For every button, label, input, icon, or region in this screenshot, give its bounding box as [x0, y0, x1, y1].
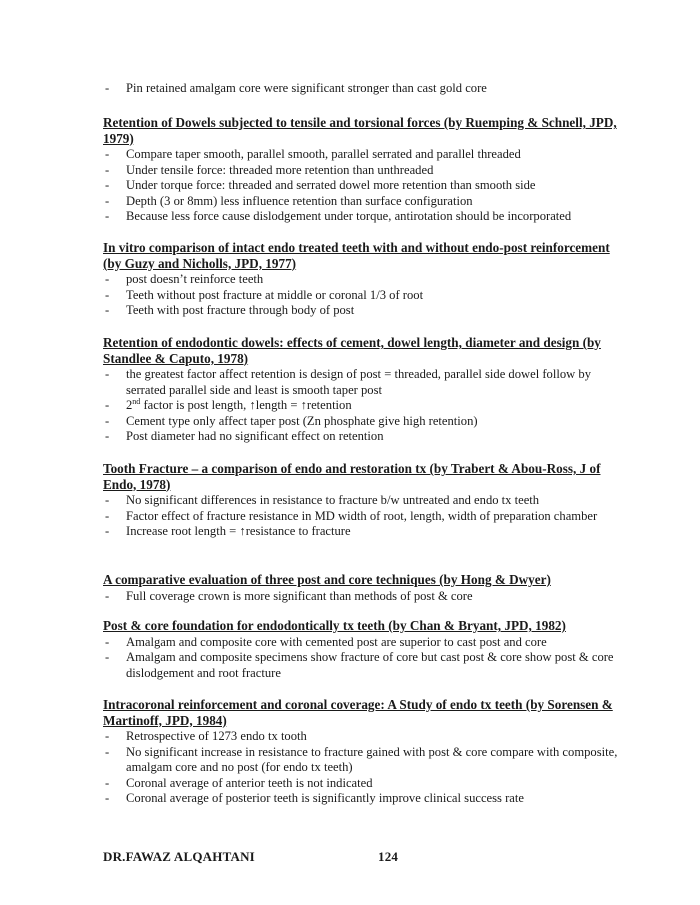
- bullet-list: [103, 729, 623, 807]
- ordinal-suffix: nd: [132, 397, 141, 406]
- bullet-item: - the greatest factor affect retention is design of post = threaded, parallel side dowel follow by serrated parallel side and least is smooth taper post: [103, 367, 623, 398]
- bullet-list: [103, 589, 623, 605]
- bullet-list: [103, 493, 623, 540]
- bullet-item: - Under tensile force: threaded more retention than unthreaded: [103, 163, 623, 179]
- bullet-item: - Amalgam and composite core with cemented post are superior to cast post and core: [103, 635, 623, 651]
- bullet-item: - Under torque force: threaded and serrated dowel more retention than smooth side: [103, 178, 623, 194]
- bullet-item: - Teeth with post fracture through body of post: [103, 303, 623, 319]
- section-sorensen-martinoff: [103, 697, 623, 807]
- bullet-item: - Compare taper smooth, parallel smooth, parallel serrated and parallel threaded: [103, 147, 623, 163]
- bullet-item: - Coronal average of posterior teeth is significantly improve clinical success rate: [103, 791, 623, 807]
- bullet-item: - Amalgam and composite specimens show fracture of core but cast post & core show post & core dislodgement and root fracture: [103, 650, 623, 681]
- ordinal-number: 2: [126, 398, 133, 413]
- bullet-item: - No significant increase in resistance to fracture gained with post & core compare with composite, amalgam core and no post (for endo tx teeth): [103, 745, 623, 776]
- bullet-list: [103, 81, 623, 97]
- bullet-list: [103, 635, 623, 682]
- section-heading: In vitro comparison of intact endo treated teeth with and without endo-post reinforcement (by Guzy and Nicholls, JPD, 1977): [103, 240, 610, 271]
- bullet-item: - Cement type only affect taper post (Zn phosphate give high retention): [103, 414, 623, 430]
- bullet-item: - Factor effect of fracture resistance in MD width of root, length, width of preparation chamber: [103, 509, 623, 525]
- bullet-item: - Increase root length = ↑resistance to fracture: [103, 524, 623, 540]
- footer-author: DR.FAWAZ ALQAHTANI: [103, 849, 255, 864]
- bullet-item: - Teeth without post fracture at middle or coronal 1/3 of root: [103, 288, 623, 304]
- footer-page-number: 124: [378, 849, 399, 864]
- intro-section: [103, 81, 623, 97]
- bullet-item: - post doesn’t reinforce teeth: [103, 272, 623, 288]
- bullet-item: - Full coverage crown is more significant than methods of post & core: [103, 589, 623, 605]
- bullet-list: [103, 367, 623, 445]
- bullet-item: - Depth (3 or 8mm) less influence retention than surface configuration: [103, 194, 623, 210]
- section-ruemping-schnell: [103, 115, 623, 225]
- section-standlee-caputo: [103, 335, 623, 445]
- section-heading: Intracoronal reinforcement and coronal coverage: A Study of endo tx teeth (by Sorensen & Martinoff, JPD, 1984): [103, 697, 613, 728]
- bullet-item: - Because less force cause dislodgement under torque, antirotation should be incorporated: [103, 209, 623, 225]
- section-chan-bryant: [103, 618, 623, 681]
- bullet-list: [103, 147, 623, 225]
- section-guzy-nicholls: [103, 240, 623, 319]
- section-heading: Tooth Fracture – a comparison of endo and restoration tx (by Trabert & Abou-Ross, J of Endo, 1978): [103, 461, 601, 492]
- bullet-text: factor is post length, ↑length = ↑retention: [140, 398, 352, 413]
- bullet-item: - Post diameter had no significant effect on retention: [103, 429, 623, 445]
- section-hong-dwyer: [103, 572, 623, 604]
- bullet-item: - Retrospective of 1273 endo tx tooth: [103, 729, 623, 745]
- bullet-item: [103, 398, 623, 414]
- section-heading: Retention of Dowels subjected to tensile and torsional forces (by Ruemping & Schnell, JPD, 1979): [103, 115, 617, 146]
- bullet-list: [103, 272, 623, 319]
- bullet-item: - Coronal average of anterior teeth is not indicated: [103, 776, 623, 792]
- section-heading: Post & core foundation for endodontically tx teeth (by Chan & Bryant, JPD, 1982): [103, 618, 566, 633]
- section-heading: A comparative evaluation of three post and core techniques (by Hong & Dwyer): [103, 572, 551, 587]
- bullet-item: - No significant differences in resistance to fracture b/w untreated and endo tx teeth: [103, 493, 623, 509]
- section-heading: Retention of endodontic dowels: effects of cement, dowel length, diameter and design (by Standlee & Caputo, 1978): [103, 335, 601, 366]
- bullet-item: - Pin retained amalgam core were significant stronger than cast gold core: [103, 81, 623, 97]
- section-trabert-abou-ross: [103, 461, 623, 540]
